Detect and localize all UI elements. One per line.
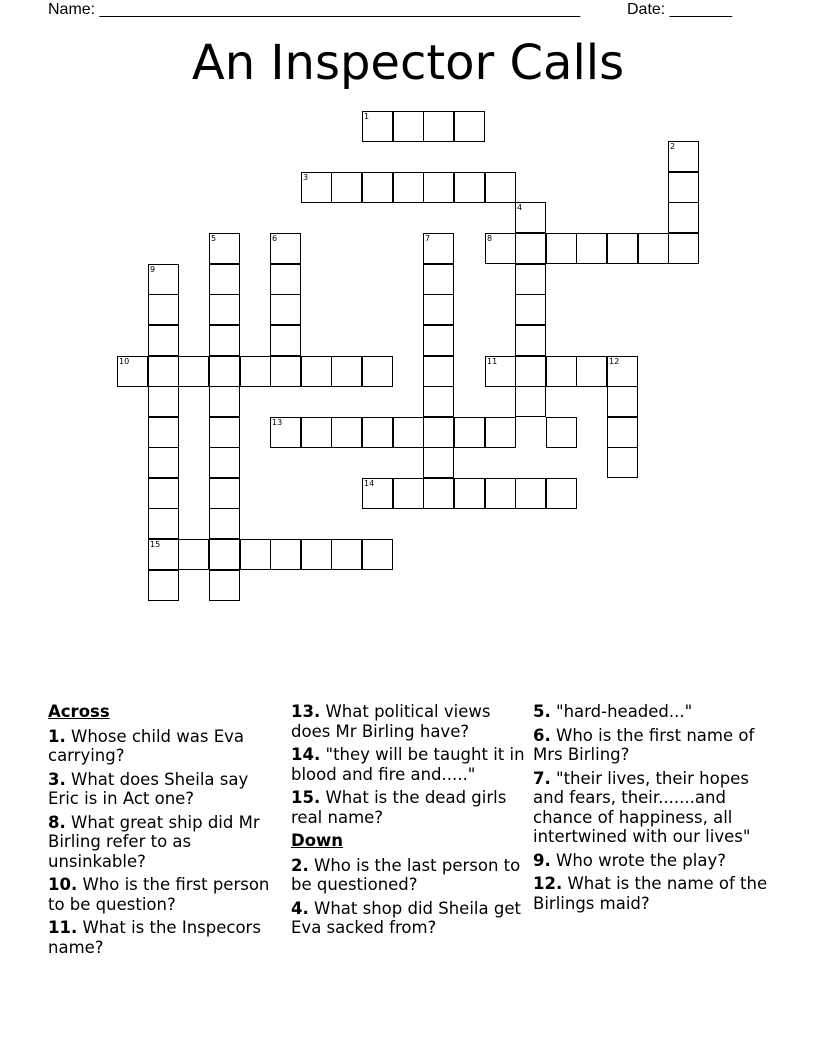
clue-text: Who wrote the play?	[556, 850, 727, 870]
clue-number: 12.	[533, 874, 563, 893]
grid-cell[interactable]	[485, 233, 516, 264]
grid-cell[interactable]	[331, 356, 362, 387]
grid-cell[interactable]	[117, 356, 148, 387]
grid-cell[interactable]	[515, 233, 546, 264]
clue-text: "their lives, their hopes and fears, their.......and chance of happiness, all intertwined with our lives"	[533, 768, 751, 846]
grid-cell[interactable]	[607, 356, 638, 387]
grid-cell[interactable]	[148, 325, 179, 356]
cell-clue-number: 10	[119, 357, 130, 366]
grid-cell[interactable]	[515, 356, 546, 387]
down-clue	[291, 856, 526, 895]
grid-cell[interactable]	[362, 539, 393, 570]
grid-cell[interactable]	[668, 233, 699, 264]
clue-text: Who is the last person to be questioned?	[291, 855, 521, 894]
clue-text: What is the Inspecors name?	[48, 918, 261, 957]
down-clue	[533, 874, 773, 913]
grid-cell[interactable]	[485, 478, 516, 509]
clue-number: 14.	[291, 745, 321, 764]
grid-cell[interactable]	[423, 294, 454, 325]
clue-text: What does Sheila say Eric is in Act one?	[48, 769, 249, 808]
grid-cell[interactable]	[515, 294, 546, 325]
cell-clue-number: 6	[272, 234, 278, 243]
grid-cell[interactable]	[209, 325, 240, 356]
grid-cell[interactable]	[515, 386, 546, 417]
grid-cell[interactable]	[209, 539, 240, 570]
grid-cell[interactable]	[668, 202, 699, 233]
grid-cell[interactable]	[546, 417, 577, 448]
cell-clue-number: 15	[150, 540, 161, 549]
grid-cell[interactable]	[423, 172, 454, 203]
clue-text: "they will be taught it in blood and fire and....."	[291, 745, 525, 784]
grid-cell[interactable]	[270, 417, 301, 448]
grid-cell[interactable]	[301, 539, 332, 570]
grid-cell[interactable]	[148, 264, 179, 295]
clue-number: 3.	[48, 769, 66, 789]
grid-cell[interactable]	[668, 141, 699, 172]
cell-clue-number: 2	[670, 142, 676, 151]
across-clue	[291, 702, 526, 741]
grid-cell[interactable]	[515, 202, 546, 233]
cell-clue-number: 5	[211, 234, 217, 243]
grid-cell[interactable]	[423, 325, 454, 356]
grid-cell[interactable]	[209, 447, 240, 478]
grid-cell[interactable]	[209, 264, 240, 295]
grid-cell[interactable]	[423, 233, 454, 264]
name-field-label: Name: ______________________________________________________	[48, 1, 581, 18]
grid-cell[interactable]	[607, 386, 638, 417]
clue-text: What political views does Mr Birling have?	[291, 702, 491, 741]
grid-cell[interactable]	[331, 539, 362, 570]
across-clue	[48, 918, 273, 957]
grid-cell[interactable]	[607, 447, 638, 478]
clue-text: Who is the first name of Mrs Birling?	[533, 725, 755, 764]
clue-number: 2.	[291, 855, 309, 875]
across-clue	[48, 727, 273, 766]
grid-cell[interactable]	[362, 172, 393, 203]
grid-cell[interactable]	[209, 356, 240, 387]
clue-text: "hard-headed..."	[556, 702, 693, 721]
across-clue	[48, 770, 273, 809]
grid-cell[interactable]	[546, 356, 577, 387]
grid-cell[interactable]	[393, 111, 424, 142]
grid-cell[interactable]	[240, 539, 271, 570]
grid-cell[interactable]	[485, 356, 516, 387]
across-clue	[291, 745, 526, 784]
grid-cell[interactable]	[270, 264, 301, 295]
grid-cell[interactable]	[178, 539, 209, 570]
clue-number: 6.	[533, 725, 551, 745]
grid-cell[interactable]	[668, 172, 699, 203]
grid-cell[interactable]	[148, 508, 179, 539]
grid-cell[interactable]	[209, 508, 240, 539]
down-clue	[291, 899, 526, 938]
grid-cell[interactable]	[607, 233, 638, 264]
grid-cell[interactable]	[301, 172, 332, 203]
grid-cell[interactable]	[209, 386, 240, 417]
grid-cell[interactable]	[576, 233, 607, 264]
grid-cell[interactable]	[423, 386, 454, 417]
clue-column-3	[533, 702, 773, 917]
grid-cell[interactable]	[423, 447, 454, 478]
grid-cell[interactable]	[454, 172, 485, 203]
grid-cell[interactable]	[515, 325, 546, 356]
grid-cell[interactable]	[148, 294, 179, 325]
grid-cell[interactable]	[423, 417, 454, 448]
cell-clue-number: 4	[517, 203, 523, 212]
cell-clue-number: 11	[487, 357, 498, 366]
grid-cell[interactable]	[423, 264, 454, 295]
grid-cell[interactable]	[148, 417, 179, 448]
grid-cell[interactable]	[209, 570, 240, 601]
clue-number: 10.	[48, 875, 78, 894]
down-clue	[533, 769, 773, 847]
across-clue	[48, 813, 273, 872]
grid-cell[interactable]	[148, 570, 179, 601]
grid-cell[interactable]	[240, 356, 271, 387]
clue-number: 7.	[533, 768, 551, 788]
page-title: An Inspector Calls	[191, 35, 625, 91]
grid-cell[interactable]	[301, 356, 332, 387]
grid-cell[interactable]	[423, 356, 454, 387]
grid-cell[interactable]	[148, 356, 179, 387]
clue-number: 1.	[48, 726, 66, 746]
grid-cell[interactable]	[301, 417, 332, 448]
clue-number: 5.	[533, 702, 551, 721]
down-clue	[533, 702, 773, 722]
grid-cell[interactable]	[362, 111, 393, 142]
cell-clue-number: 9	[150, 265, 156, 274]
grid-cell[interactable]	[515, 478, 546, 509]
down-clue	[533, 851, 773, 871]
down-clue	[533, 726, 773, 765]
clue-text: Who is the first person to be question?	[48, 875, 270, 914]
grid-cell[interactable]	[546, 233, 577, 264]
grid-cell[interactable]	[576, 356, 607, 387]
cell-clue-number: 1	[364, 112, 370, 121]
grid-cell[interactable]	[485, 417, 516, 448]
grid-cell[interactable]	[393, 172, 424, 203]
grid-cell[interactable]	[209, 478, 240, 509]
grid-cell[interactable]	[454, 478, 485, 509]
grid-cell[interactable]	[270, 325, 301, 356]
cell-clue-number: 12	[609, 357, 620, 366]
grid-cell[interactable]	[423, 111, 454, 142]
clue-column-2	[291, 702, 526, 942]
grid-cell[interactable]	[148, 539, 179, 570]
grid-cell[interactable]	[454, 111, 485, 142]
grid-cell[interactable]	[393, 417, 424, 448]
grid-cell[interactable]	[148, 447, 179, 478]
cell-clue-number: 3	[303, 173, 309, 182]
cell-clue-number: 8	[487, 234, 493, 243]
grid-cell[interactable]	[270, 356, 301, 387]
grid-cell[interactable]	[270, 233, 301, 264]
down-heading: Down	[291, 831, 344, 850]
grid-cell[interactable]	[393, 478, 424, 509]
clue-number: 15.	[291, 788, 321, 807]
grid-cell[interactable]	[270, 294, 301, 325]
grid-cell[interactable]	[454, 417, 485, 448]
grid-cell[interactable]	[362, 478, 393, 509]
grid-cell[interactable]	[362, 356, 393, 387]
across-clue	[48, 875, 273, 914]
grid-cell[interactable]	[270, 539, 301, 570]
cell-clue-number: 13	[272, 418, 283, 427]
grid-cell[interactable]	[546, 478, 577, 509]
clue-number: 13.	[291, 702, 321, 721]
grid-cell[interactable]	[209, 233, 240, 264]
grid-cell[interactable]	[362, 417, 393, 448]
clue-text: Whose child was Eva carrying?	[48, 726, 245, 765]
grid-cell[interactable]	[607, 417, 638, 448]
across-heading: Across	[48, 702, 110, 721]
grid-cell[interactable]	[485, 172, 516, 203]
grid-cell[interactable]	[178, 356, 209, 387]
grid-cell[interactable]	[331, 417, 362, 448]
clue-text: What is the name of the Birlings maid?	[533, 874, 768, 913]
grid-cell[interactable]	[331, 172, 362, 203]
cell-clue-number: 14	[364, 479, 375, 488]
across-clue	[291, 788, 526, 827]
clue-column-1	[48, 702, 273, 961]
grid-cell[interactable]	[209, 417, 240, 448]
clue-number: 8.	[48, 812, 66, 832]
clue-text: What great ship did Mr Birling refer to as unsinkable?	[48, 812, 260, 871]
grid-cell[interactable]	[638, 233, 669, 264]
grid-cell[interactable]	[148, 478, 179, 509]
grid-cell[interactable]	[209, 294, 240, 325]
clue-number: 4.	[291, 898, 309, 918]
clue-number: 11.	[48, 918, 78, 937]
date-field-label: Date: _______	[627, 1, 732, 18]
grid-cell[interactable]	[423, 478, 454, 509]
clue-number: 9.	[533, 850, 551, 870]
clue-text: What shop did Sheila get Eva sacked from?	[291, 898, 521, 937]
grid-cell[interactable]	[148, 386, 179, 417]
grid-cell[interactable]	[515, 264, 546, 295]
clue-text: What is the dead girls real name?	[291, 788, 507, 827]
cell-clue-number: 7	[425, 234, 431, 243]
